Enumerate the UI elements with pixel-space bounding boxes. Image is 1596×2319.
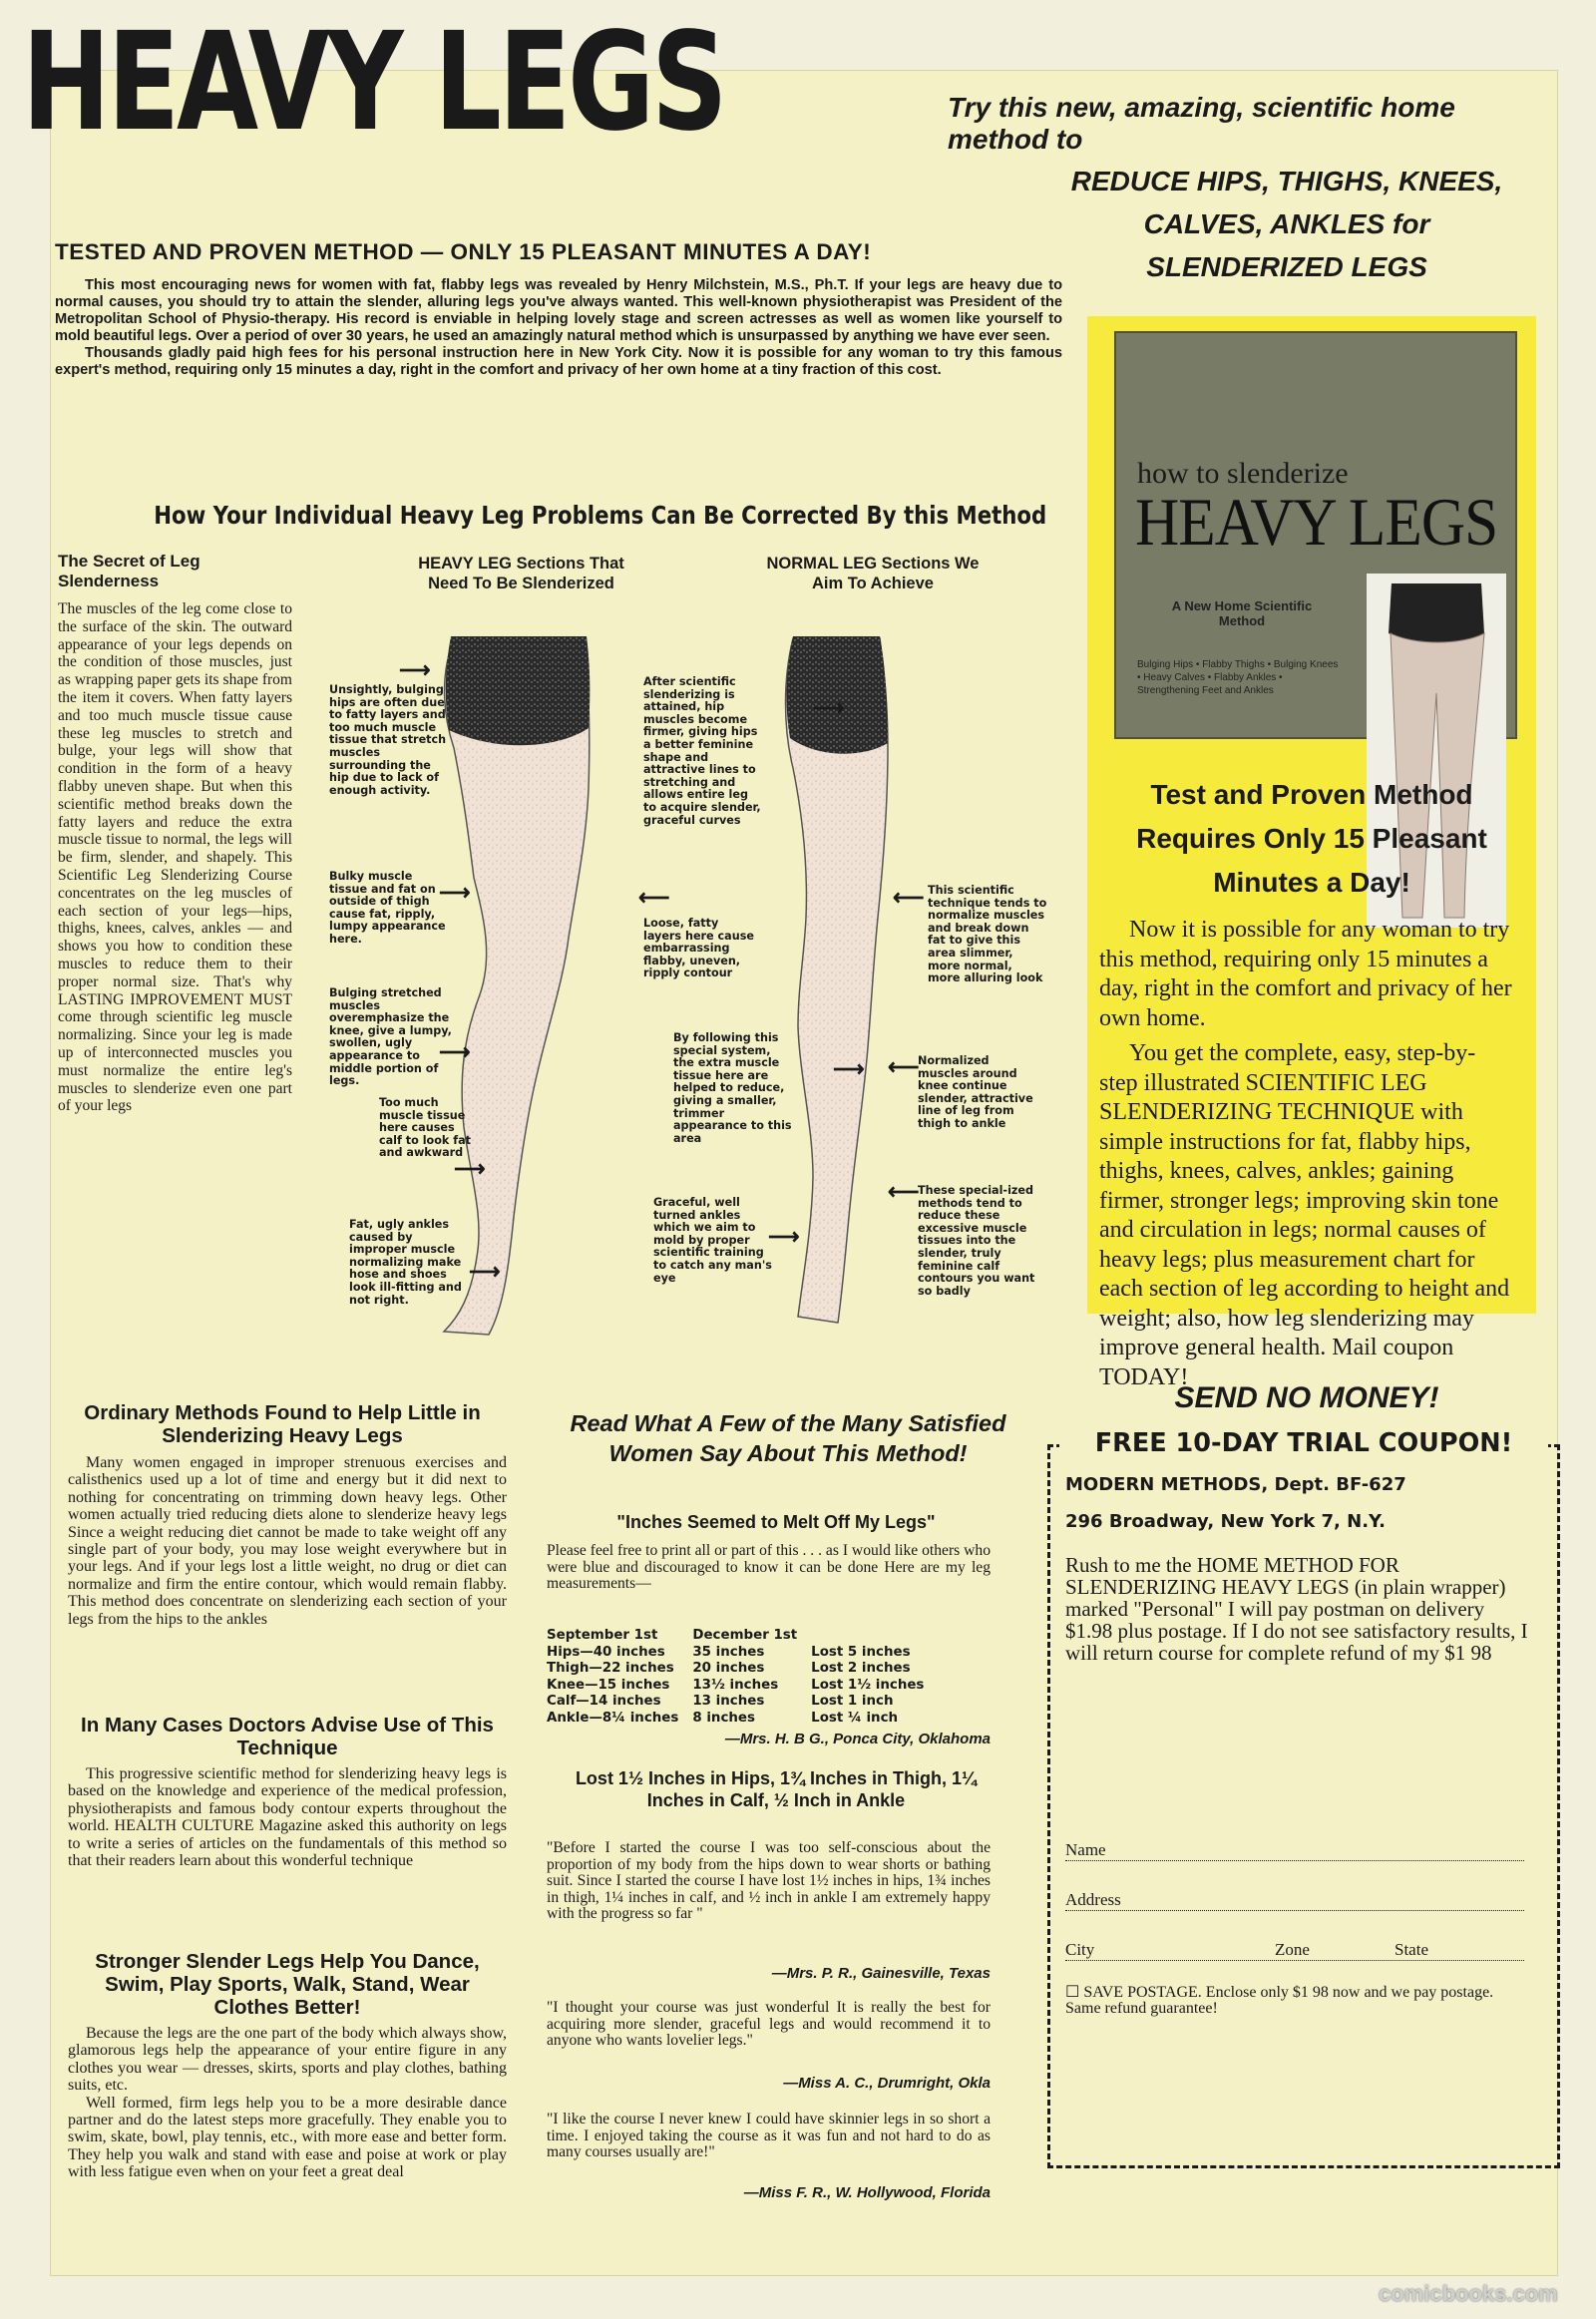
intro-paragraph: This most encouraging news for women with fat, flabby legs was revealed by Henry Milchstein, M.S., Ph.T. If your legs are heavy due to normal causes, you should try to attain the slender, alluring legs you've always wanted. This well-known physiotherapist was President of the Metropolitan School of Physio-therapy. His record is enviable in helping lovely stage and screen actresses as well as women like yourself to mold beautiful legs. Over a period of over 30 years, he used an amazingly natural method which is unsurpassed by anything we have ever seen.: [55, 277, 1062, 344]
measurement-cell: 35 inches: [692, 1644, 765, 1660]
testimonial-1-heading: "Inches Seemed to Melt Off My Legs": [616, 1512, 936, 1532]
note-hips-after: After scientific slenderizing is attained, hip muscles become firmer, giving hips a better feminine shape and attractive lines to stretching and allows entire leg to acquire slender, graceful curves: [643, 675, 761, 827]
secret-body: The muscles of the leg come close to the surface of the skin. The outward appearance of your legs depends on the condition of those muscles, just as wrapping paper gets its shape from the item it covers. When fatty layers and too much muscle tissue cause these leg muscles to stretch and bulge, your legs will show that condition in the form of a heavy flabby uneven shape. But when this scientific method breaks down the fatty layers and reduce the extra muscle tissue to normal, the legs will be firm, slender, and shapely. This Scientific Leg Slenderizing Course concentrates on the leg muscles of each section of your legs—hips, thighs, knees, calves, ankles — and shows you how to condition these muscles to reduce them to their proper normal size. That's why LASTING IMPROVEMENT MUST come through scientific leg muscle normalizing. Since your leg is made up of interconnected muscles you must normalize the entire leg's muscles to slenderize even one part of your legs: [58, 600, 292, 1115]
arrow-left-icon: ⟵: [893, 885, 925, 910]
testimonial-3-body: "I thought your course was just wonderful It is really the best for acquiring more slender, graceful legs and would recommend it to anyone who wants lovelier legs.": [547, 1999, 991, 2050]
note-knee-system: By following this special system, the extra muscle tissue here are helped to reduce, giving a smaller, trimmer appearance to this area: [673, 1031, 792, 1145]
address-label: Address: [1065, 1890, 1121, 1909]
coupon-body: Rush to me the HOME METHOD FOR SLENDERIZING HEAVY LEGS (in plain wrapper) marked "Personal" I will pay postman on delivery $1.98 plus postage. If I do not see satisfactory results, I will return course for complete refund of my $1 98: [1065, 1553, 1528, 1665]
coupon-title: FREE 10-DAY TRIAL COUPON!: [1059, 1428, 1548, 1458]
coupon-company: MODERN METHODS, Dept. BF-627: [1065, 1474, 1406, 1495]
coupon-address: 296 Broadway, New York 7, N.Y.: [1065, 1511, 1386, 1532]
measurement-cell: Ankle—8¼ inches: [547, 1710, 679, 1726]
measurements-header-row: [547, 1628, 938, 1645]
note-ankles-graceful: Graceful, well turned ankles which we aim to mold by proper scientific training to catch any man's eye: [653, 1196, 772, 1285]
measurement-cell: 13 inches: [692, 1694, 765, 1710]
city-field[interactable]: [1065, 1940, 1524, 1961]
measurement-cell: Lost 2 inches: [811, 1661, 911, 1677]
book-title-small: how to slenderize: [1137, 457, 1349, 490]
note-calf: Too much muscle tissue here causes calf to look fat and awkward: [379, 1096, 472, 1160]
right-body-text: [1099, 916, 1513, 1398]
name-field[interactable]: [1065, 1840, 1524, 1861]
doctors-paragraph: This progressive scientific method for slenderizing heavy legs is based on the knowledge and experience of the medical profession, physiotherapists and famous body contour experts throughout the world. HEALTH CULTURE Magazine asked this authority on legs to write a series of articles on the fundamentals of this method so that their readers learn about this wonderful technique: [68, 1765, 507, 1870]
arrow-right-icon: ⟶: [833, 1056, 865, 1081]
testimonial-2-signature: —Mrs. P. R., Gainesville, Texas: [771, 1965, 991, 1982]
note-knee-normalized: Normalized muscles around knee continue slender, attractive line of leg from thigh to ankle: [918, 1054, 1033, 1130]
right-paragraph: Now it is possible for any woman to try this method, requiring only 15 minutes a day, right in the comfort and privacy of her own home.: [1099, 917, 1512, 1031]
measurements-row: [547, 1661, 938, 1678]
measurements-table: [547, 1628, 938, 1728]
measurements-header: September 1st: [547, 1628, 658, 1643]
city-label: City: [1065, 1940, 1095, 1959]
measurements-row: [547, 1711, 938, 1728]
stronger-legs-heading: Stronger Slender Legs Help You Dance, Swim, Play Sports, Walk, Stand, Wear Clothes Better!: [95, 1950, 480, 2019]
normal-leg-heading: NORMAL LEG Sections We Aim To Achieve: [766, 555, 980, 592]
arrow-right-icon: ⟶: [454, 1156, 486, 1181]
book-title-big: HEAVY LEGS: [1135, 484, 1498, 560]
measurement-cell: Lost 1½ inches: [811, 1677, 925, 1693]
arrow-right-icon: ⟶: [768, 1224, 800, 1249]
testimonial-4-signature: —Miss F. R., W. Hollywood, Florida: [743, 2184, 991, 2201]
intro-text: [55, 277, 1062, 379]
tagline-main: REDUCE HIPS, THIGHS, KNEES, CALVES, ANKLES for SLENDERIZED LEGS: [1070, 166, 1503, 282]
state-label: State: [1395, 1940, 1428, 1959]
note-ankle: Fat, ugly ankles caused by improper muscle normalizing make hose and shoes look ill-fitting and not right.: [349, 1218, 462, 1307]
arrow-right-icon: ⟶: [439, 1039, 471, 1064]
measurements-header: [811, 1628, 938, 1645]
arrow-left-icon: ⟵: [638, 885, 670, 910]
testimonials-heading: Read What A Few of the Many Satisfied Women Say About This Method!: [570, 1410, 1006, 1466]
arrow-right-icon: ⟶: [399, 657, 431, 682]
heavy-leg-panties: [446, 636, 591, 745]
testimonial-3-signature: —Miss A. C., Drumright, Okla: [783, 2075, 991, 2092]
measurement-cell: Hips—40 inches: [547, 1644, 665, 1660]
testimonial-1-body: Please feel free to print all or part of this . . . as I would like others who were blue and discouraged to know it can be done Here are my leg measurements—: [547, 1542, 991, 1593]
measurement-cell: 8 inches: [692, 1710, 755, 1726]
stronger-legs-paragraph: Because the legs are the one part of the body which always show, glamorous legs help the appearance of your entire figure in any clothes you wear — dresses, skirts, sports and play clothes, bathing suits, etc.: [68, 2025, 507, 2095]
note-knee: Bulging stretched muscles overemphasize the knee, give a lumpy, swollen, ugly appearance to middle portion of legs.: [329, 986, 452, 1088]
measurements-row: [547, 1678, 938, 1695]
measurement-cell: Thigh—22 inches: [547, 1661, 674, 1677]
stronger-legs-paragraph: Well formed, firm legs help you to be a more desirable dance partner and do the latest steps more gracefully. They enable you to swim, skate, bowl, play tennis, etc., with more ease and better form. They help you walk and stand with ease and poise at work or play with less fatigue even when on your feet a great deal: [68, 2094, 507, 2181]
testimonial-1-signature: —Mrs. H. B G., Ponca City, Oklahoma: [724, 1731, 991, 1747]
heavy-leg-heading: HEAVY LEG Sections That Need To Be Slenderized: [418, 555, 624, 592]
headline: HEAVY LEGS: [22, 4, 725, 162]
measurements-row: [547, 1694, 938, 1711]
name-label: Name: [1065, 1840, 1106, 1859]
send-no-money: SEND NO MONEY!: [1174, 1381, 1439, 1414]
measurement-cell: Lost 5 inches: [811, 1644, 911, 1660]
book-contents-list: Bulging Hips • Flabby Thighs • Bulging Knees • Heavy Calves • Flabby Ankles • Strengthening Feet and Ankles: [1137, 659, 1339, 696]
problems-heading: How Your Individual Heavy Leg Problems Can Be Corrected By this Method: [154, 501, 1047, 530]
ordinary-methods-body: [68, 1454, 507, 1628]
measurements-header: December 1st: [692, 1628, 798, 1643]
arrow-right-icon: ⟶: [813, 695, 845, 720]
secret-title: The Secret of Leg Slenderness: [58, 552, 200, 590]
note-calf-specialized: These special-ized methods tend to reduce these excessive muscle tissues into the slender, truly feminine calf contours you want so badly: [918, 1184, 1035, 1298]
testimonial-2-heading: Lost 1½ Inches in Hips, 1¾ Inches in Thigh, 1¼ Inches in Calf, ½ Inch in Ankle: [575, 1768, 978, 1810]
zone-label: Zone: [1275, 1940, 1310, 1959]
note-thigh-loose: Loose, fatty layers here cause embarrassing flabby, uneven, ripply contour: [643, 917, 754, 980]
note-hips: Unsightly, bulging hips are often due to fatty layers and too much muscle tissue that stretch muscles surrounding the hip due to lack of enough activity.: [329, 683, 447, 797]
measurement-cell: Lost 1 inch: [811, 1694, 894, 1710]
ordinary-methods-heading: Ordinary Methods Found to Help Little in Slenderizing Heavy Legs: [84, 1401, 481, 1447]
doctors-body: [68, 1765, 507, 1869]
watermark: comicbooks.com: [1379, 2281, 1558, 2306]
arrow-left-icon: ⟵: [888, 1054, 920, 1079]
ordinary-methods-paragraph: Many women engaged in improper strenuous exercises and calisthenics used up a lot of time and energy but it did next to nothing for concentrating on trimming down heavy legs. Other women actually tried reducing diets alone to slenderize heavy legs Since a weight reducing diet cannot be made to take weight off any single part of your body, you may lose weight everywhere but in your legs. And if your legs lost a little weight, no drug or diet can normalize and firm the entire contour, which would remain flabby. This method does concentrate on slenderizing each section of your legs from the hips to the ankles: [68, 1454, 507, 1628]
note-thigh: Bulky muscle tissue and fat on outside of thigh cause fat, ripply, lumpy appearance here.: [329, 870, 446, 946]
arrow-left-icon: ⟵: [888, 1179, 920, 1204]
tagline-italic: Try this new, amazing, scientific home method to: [948, 92, 1455, 155]
measurement-cell: 20 inches: [692, 1661, 765, 1677]
right-paragraph: You get the complete, easy, step-by-step illustrated SCIENTIFIC LEG SLENDERIZING TECHNIQUE with simple instructions for fat, flabby hips, thighs, knees, calves, ankles; gaining firmer, stronger legs; improving skin tone and circulation in legs; normal causes of heavy legs; plus measurement chart for each section of leg according to height and weight; also, how leg slenderizing may improve general health. Mail coupon TODAY!: [1099, 1040, 1510, 1390]
measurements-row: [547, 1645, 938, 1662]
measurement-cell: Calf—14 inches: [547, 1694, 661, 1710]
intro-paragraph: Thousands gladly paid high fees for his personal instruction here in New York City. Now it is possible for any woman to try this famous expert's method, requiring only 15 minutes a day, right in the comfort and privacy of her own home at a tiny fraction of this cost.: [55, 345, 1062, 378]
measurement-cell: 13½ inches: [692, 1677, 779, 1693]
address-field[interactable]: [1065, 1890, 1524, 1911]
testimonial-4-body: "I like the course I never knew I could have skinnier legs in so short a time. I enjoyed taking the course as it was fun and not hard to do as many courses usually are!": [547, 2111, 991, 2161]
measurement-cell: Lost ¼ inch: [811, 1710, 899, 1726]
note-thigh-technique: This scientific technique tends to normalize muscles and break down fat to give this area slimmer, more normal, more alluring look: [928, 884, 1047, 985]
doctors-heading: In Many Cases Doctors Advise Use of This Technique: [81, 1714, 494, 1759]
arrow-right-icon: ⟶: [439, 880, 471, 905]
right-headline: Test and Proven Method Requires Only 15 Pleasant Minutes a Day!: [1136, 779, 1487, 898]
measurement-cell: Knee—15 inches: [547, 1677, 670, 1693]
arrow-right-icon: ⟶: [469, 1259, 501, 1284]
save-postage-option[interactable]: ☐ SAVE POSTAGE. Enclose only $1 98 now and we pay postage. Same refund guarantee!: [1065, 1984, 1494, 2017]
tested-banner: TESTED AND PROVEN METHOD — ONLY 15 PLEASANT MINUTES A DAY!: [55, 239, 872, 264]
testimonial-2-body: "Before I started the course I was too self-conscious about the proportion of my body from the hips down to wear shorts or bathing suit. Since I started the course I have lost 1½ inches in hips, 1¾ inches in thigh, 1¼ inches in calf, and ½ inch in ankle I am extremely happy with the progress so far ": [547, 1839, 991, 1923]
stronger-legs-body: [68, 2025, 507, 2181]
book-subtitle: A New Home Scientific Method: [1171, 598, 1313, 628]
